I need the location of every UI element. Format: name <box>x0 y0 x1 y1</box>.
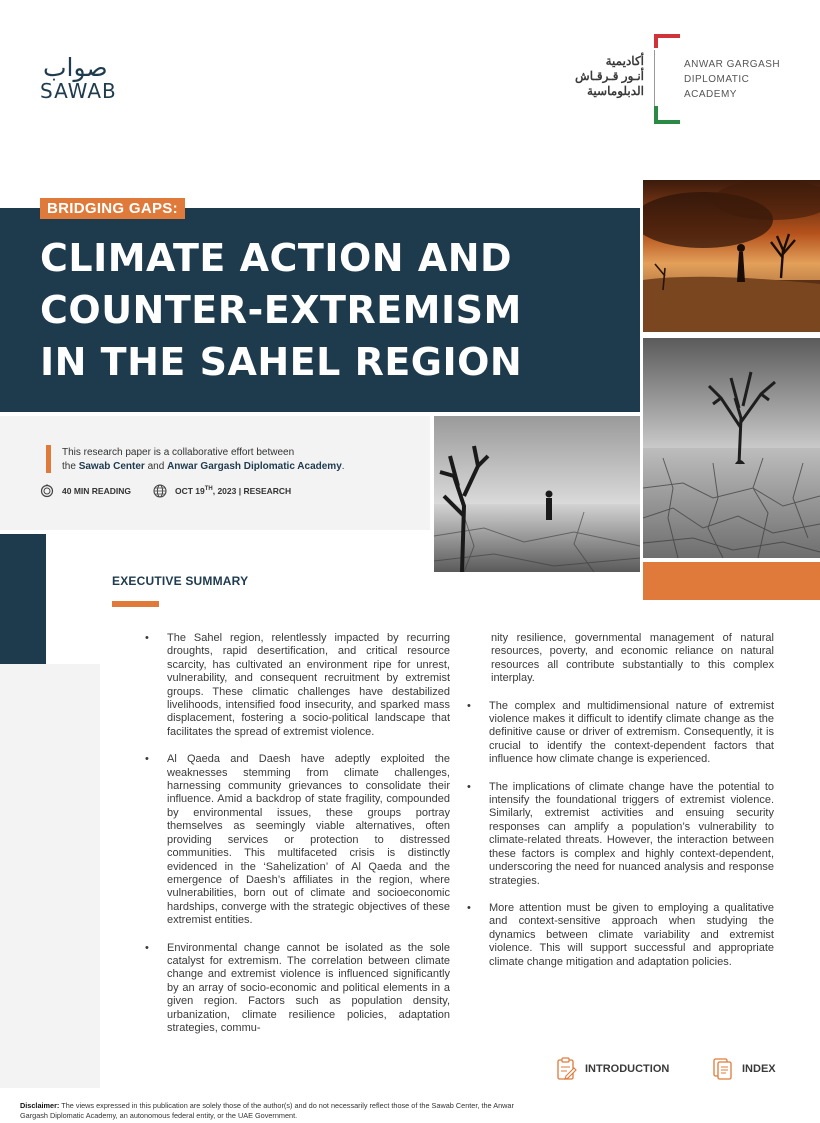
summary-bullet: • Al Qaeda and Daesh have adeptly exploited the weaknesses stemming from climate challenges, harnessing community grievances to consolidate their influence. Amid a backdrop of state fragility, compounded by environmental issues, these groups portray themselves as seemingly viable alternatives, often providing services or protection to distressed communities. This multifaceted crisis is distinctly evidenced in the ‘Sahelization’ of Al Qaeda and the emergence of Daesh’s affiliates in the region, where vulnerabilities, born out of climate and socioeconomic hardships, converge with the strategic objectives of these extremist entities. <box>145 753 450 927</box>
decorative-gray-strip <box>0 664 100 1088</box>
document-icon <box>712 1057 734 1081</box>
sawab-logo-arabic: صواب <box>43 54 108 82</box>
decorative-navy-strip <box>0 534 46 664</box>
disclaimer-text: The views expressed in this publication are solely those of the author(s) and do not necessarily reflect those of the Sawab Center, the Anwar Gargash Diplomatic Academy, an autonomous federal entity, or the UAE Government. <box>20 1101 514 1120</box>
disclaimer <box>20 1101 520 1121</box>
title-line: COUNTER-EXTREMISM <box>40 288 522 332</box>
decorative-orange-block <box>643 562 820 600</box>
globe-icon <box>153 484 167 498</box>
page-title <box>40 232 640 388</box>
sawab-logo <box>40 56 150 104</box>
introduction-link[interactable] <box>555 1057 669 1081</box>
intro-accent-bar <box>46 445 51 473</box>
index-link[interactable] <box>712 1057 776 1081</box>
sawab-logo-english: SAWAB <box>40 79 117 103</box>
title-line: IN THE SAHEL REGION <box>40 340 523 384</box>
summary-column-right <box>467 632 774 983</box>
summary-bullet-continuation: nity resilience, governmental management of natural resources, poverty, and economic reliance on natural resources all contribute substantially to this complex interplay. <box>491 632 774 685</box>
reading-time: 40 MIN READING <box>62 486 131 496</box>
photo-dead-tree-cracked-earth <box>643 338 820 558</box>
summary-bullet: • The implications of climate change have the potential to intensify the foundational triggers of extremist violence. Similarly, extremist activities and ensuing security responses can amplify a population’s vulnerability to climate-related threats. However, the interaction between these factors is complex and highly context-dependent, underscoring the need for nuanced analysis and response strategies. <box>467 780 774 887</box>
title-line: CLIMATE ACTION AND <box>40 236 513 280</box>
clipboard-icon <box>555 1057 577 1081</box>
publish-date: OCT 19TH, 2023 | RESEARCH <box>174 486 292 496</box>
logo-green-bracket <box>654 106 680 124</box>
academy-logo <box>575 34 790 124</box>
section-heading: EXECUTIVE SUMMARY <box>112 574 249 588</box>
photo-person-dry-land <box>434 416 640 572</box>
summary-bullet: • Environmental change cannot be isolated as the sole catalyst for extremism. The correlation between climate change and extremist violence is influenced significantly by an array of socio-economic and political elements in a given region. Factors such as population density, urbanization, climate resilience policies, adaptation strategies, commu- <box>145 941 450 1034</box>
clock-icon <box>40 484 54 498</box>
introduction-link-label: INTRODUCTION <box>585 1063 670 1075</box>
academy-name-english: ANWAR GARGASH DIPLOMATIC ACADEMY <box>684 59 781 100</box>
article-meta <box>40 484 291 498</box>
summary-column-left <box>145 632 450 1049</box>
summary-bullet: • The Sahel region, relentlessly impacted by recurring droughts, rapid desertification, and critical resource scarcity, has cultivated an environment ripe for unrest, vulnerability, and consequent recruitment by extremist groups. These climatic challenges have destabilized livelihoods, intensified food insecurity, and sparked mass displacement, fostering a socio-political landscape that facilitates the spread of extremist violence. <box>145 632 450 738</box>
intro-text: This research paper is a collaborative effort between the Sawab Center and Anwar Gargash Diplomatic Academy. <box>62 447 345 472</box>
intro-org-academy: Anwar Gargash Diplomatic Academy <box>167 461 342 472</box>
heading-underline <box>112 601 159 607</box>
academy-name-arabic: أكاديمية أنـور قـرقـاش الدبلوماسية <box>575 54 644 98</box>
logo-divider <box>654 50 655 106</box>
intro-org-sawab: Sawab Center <box>78 461 145 472</box>
photo-burning-landscape <box>643 180 820 332</box>
summary-bullet: • The complex and multidimensional nature of extremist violence makes it difficult to identify climate change as the definitive cause or driver of extremism. Consequently, it is crucial to identify the context-dependent factors that influence how climate change is experienced. <box>467 699 774 766</box>
disclaimer-label: Disclaimer: <box>20 1101 60 1110</box>
logo-red-bracket <box>654 34 680 48</box>
title-kicker: BRIDGING GAPS: <box>40 198 185 219</box>
summary-bullet: • More attention must be given to employing a qualitative and context-sensitive approach when studying the dynamics between climate variability and extremist violence. This will support successful and appropriate climate change mitigation and adaptation policies. <box>467 901 774 968</box>
index-link-label: INDEX <box>742 1063 776 1075</box>
